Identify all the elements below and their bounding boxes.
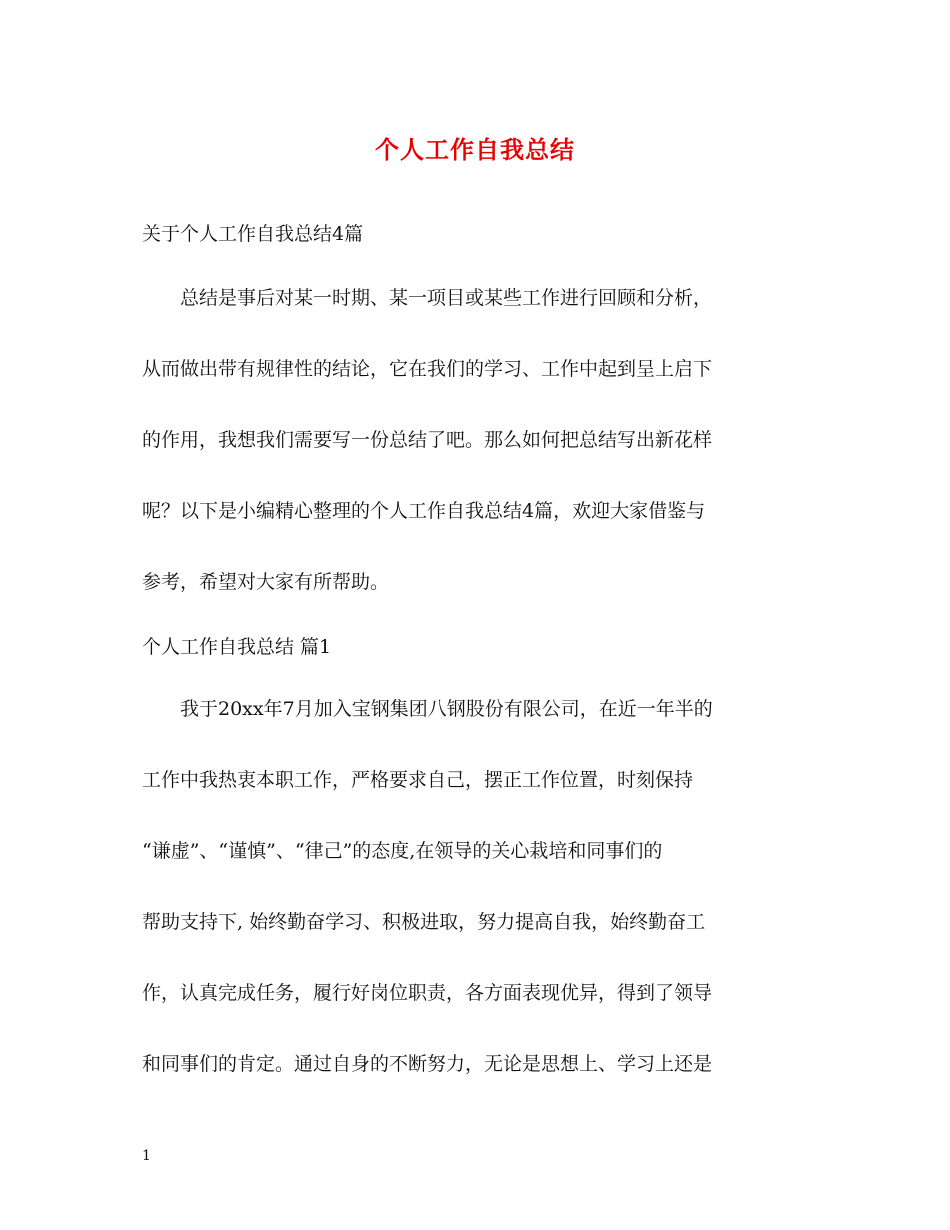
- section1-line-2: 工作中我热衷本职工作，严格要求自己，摆正工作位置，时刻保持: [142, 769, 694, 791]
- intro-heading: 关于个人工作自我总结4篇: [142, 223, 364, 245]
- intro-line-3: 的作用，我想我们需要写一份总结了吧。那么如何把总结写出新花样: [142, 429, 713, 451]
- section1-line-5: 作，认真完成任务，履行好岗位职责，各方面表现优异，得到了领导: [142, 982, 713, 1004]
- section1-line-6: 和同事们的肯定。通过自身的不断努力，无论是思想上、学习上还是: [142, 1053, 713, 1075]
- section1-line-3: “谦虚”、“谨慎”、“律己”的态度,在领导的关心栽培和同事们的: [142, 840, 663, 862]
- section1-line-4: 帮助支持下, 始终勤奋学习、积极进取，努力提高自我，始终勤奋工: [142, 911, 706, 933]
- section1-line-1: 我于20xx年7月加入宝钢集团八钢股份有限公司，在近一年半的: [180, 698, 713, 720]
- intro-line-1: 总结是事后对某一时期、某一项目或某些工作进行回顾和分析，: [180, 287, 713, 309]
- intro-line-5: 参考，希望对大家有所帮助。: [142, 571, 390, 593]
- intro-line-4: 呢？以下是小编精心整理的个人工作自我总结4篇，欢迎大家借鉴与: [142, 500, 706, 522]
- intro-line-2: 从而做出带有规律性的结论，它在我们的学习、工作中起到呈上启下: [142, 358, 713, 380]
- section1-heading: 个人工作自我总结 篇1: [142, 636, 332, 658]
- document-title: 个人工作自我总结: [375, 135, 575, 164]
- page-number: 1: [142, 1148, 151, 1164]
